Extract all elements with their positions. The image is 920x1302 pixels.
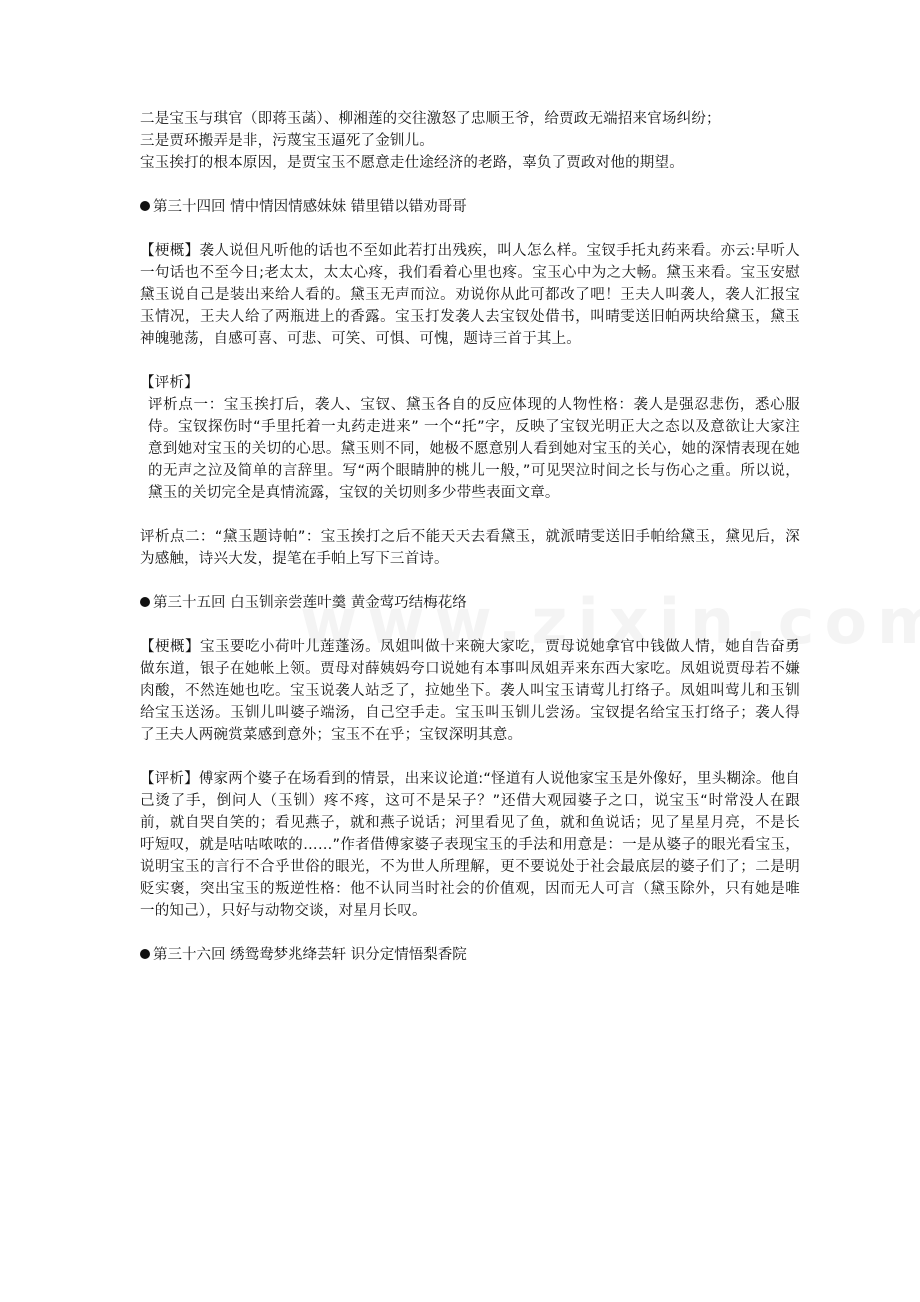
document-page	[140, 108, 800, 966]
chapter-34-heading	[140, 196, 800, 218]
chapter-35-summary: 【梗概】宝玉要吃小荷叶儿莲蓬汤。凤姐叫做十来碗大家吃，贾母说她拿官中钱做人情，她自告奋勇做东道，银子在她帐上领。贾母对薛姨妈夸口说她有本事叫凤姐弄来东西大家吃。凤姐说贾母若不嫌肉酸，不然连她也吃。宝玉说袭人站乏了，拉她坐下。袭人叫宝玉请莺儿打络子。凤姐叫莺儿和玉钏给宝玉送汤。玉钏儿叫婆子端汤，自己空手走。宝玉叫玉钏儿尝汤。宝钗提名给宝玉打络子；袭人得了王夫人两碗赏菜感到意外；宝玉不在乎；宝钗深明其意。	[140, 639, 800, 743]
intro-line-3: 宝玉挨打的根本原因，是贾宝玉不愿意走仕途经济的老路，辜负了贾政对他的期望。	[140, 155, 684, 171]
bullet-icon	[140, 597, 150, 607]
chapter-34-title: 第三十四回 情中情因情感妹妹 错里错以错劝哥哥	[153, 199, 467, 215]
chapter-34-review-point-2: 评析点二：“黛玉题诗帕”：宝玉挨打之后不能天天去看黛玉，就派晴雯送旧手帕给黛玉，黛见后，深为感触，诗兴大发，提笔在手帕上写下三首诗。	[140, 529, 800, 567]
chapter-34-review-point-1: 评析点一：宝玉挨打后，袭人、宝钗、黛玉各自的反应体现的人物性格：袭人是强忍悲伤，悉心服侍。宝钗探伤时“手里托着一丸药走进来” 一个“托”字，反映了宝钗光明正大之态以及意欲让大家注意到她对宝玉的关切的心思。黛玉则不同，她极不愿意别人看到她对宝玉的关心，她的深情表现在她的无声之泣及简单的言辞里。写“两个眼睛肿的桃儿一般，”可见哭泣时间之长与伤心之重。所以说，黛玉的关切完全是真情流露，宝钗的关切则多少带些表面文章。	[148, 397, 800, 501]
bullet-icon	[140, 201, 150, 211]
intro-line-1: 二是宝玉与琪官（即蒋玉菡）、柳湘莲的交往激怒了忠顺王爷，给贾政无端招来官场纠纷；	[140, 111, 721, 127]
intro-line-2: 三是贾环搬弄是非，污蔑宝玉逼死了金钏儿。	[140, 133, 434, 149]
chapter-34-review-label: 【评析】	[140, 375, 199, 391]
bullet-icon	[140, 949, 150, 959]
chapter-36-heading	[140, 944, 800, 966]
chapter-36-title: 第三十六回 绣鸳鸯梦兆绛芸轩 识分定情悟梨香院	[153, 947, 467, 963]
chapter-35-title: 第三十五回 白玉钏亲尝莲叶羹 黄金莺巧结梅花络	[153, 595, 467, 611]
chapter-34-summary: 【梗概】袭人说但凡听他的话也不至如此若打出残疾，叫人怎么样。宝钗手托丸药来看。亦云:早听人一句话也不至今日;老太太，太太心疼，我们看着心里也疼。宝玉心中为之大畅。黛玉来看。宝玉安慰黛玉说自己是装出来给人看的。黛玉无声而泣。劝说你从此可都改了吧！王夫人叫袭人，袭人汇报宝玉情况，王夫人给了两瓶进上的香露。宝玉打发袭人去宝钗处借书，叫晴雯送旧帕两块给黛玉，黛玉神魄驰荡，自感可喜、可悲、可笑、可惧、可愧，题诗三首于其上。	[140, 243, 800, 347]
chapter-35-review: 【评析】傅家两个婆子在场看到的情景，出来议论道:“怪道有人说他家宝玉是外像好，里头糊涂。他自己烫了手，倒问人（玉钏）疼不疼，这可不是呆子？”还借大观园婆子之口，说宝玉“时常没人在跟前，就自哭自笑的；看见燕子，就和燕子说话；河里看见了鱼，就和鱼说话；见了星星月亮，不是长吁短叹，就是咕咕哝哝的……”作者借傅家婆子表现宝玉的手法和用意是：一是从婆子的眼光看宝玉，说明宝玉的言行不合乎世俗的眼光，不为世人所理解，更不要说处于社会最底层的婆子们了；二是明贬实褒，突出宝玉的叛逆性格：他不认同当时社会的价值观，因而无人可言（黛玉除外，只有她是唯一的知己），只好与动物交谈，对星月长叹。	[140, 771, 800, 919]
chapter-35-heading	[140, 592, 800, 614]
